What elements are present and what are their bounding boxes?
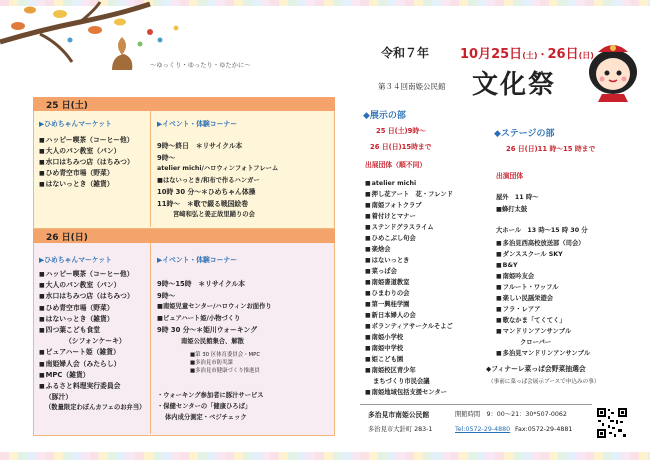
qr-code[interactable]	[596, 407, 628, 439]
footer-divider	[360, 404, 592, 405]
exhibit-date-1: 25 日(土)9時～	[376, 127, 426, 135]
list-item: ■ フルート・ワッフル	[496, 284, 590, 295]
footer-org: 多治見市南姫公民館	[368, 411, 430, 419]
footer-fax: Fax:0572-29-4881	[515, 426, 573, 433]
list-item: ■ ひめこぶし句会	[365, 235, 453, 246]
page-title: 文化祭	[472, 70, 557, 100]
day2-notes	[190, 351, 260, 375]
list-item: ■ ボランティアサークルそよご	[365, 323, 453, 334]
bottom-stripe	[0, 452, 650, 460]
list-item: ■ 水口はちみつ店（はちみつ）	[39, 158, 134, 169]
date-sep: ・	[537, 50, 548, 61]
list-item: ■ はないっとき	[365, 257, 453, 268]
sun-label: (日)	[578, 51, 594, 60]
event-dates	[460, 43, 594, 62]
list-item: 9時～終日 ＊リサイクル本	[157, 142, 243, 150]
list-item: ■ はないっとき（雑貨）	[39, 180, 134, 191]
list-item: ■ 姫こども園	[365, 356, 453, 367]
footer-hours: 開館時間 9：00～21：30*507-0062	[455, 411, 567, 418]
list-item: ■ はないっとき（雑貨）	[39, 315, 145, 326]
list-item: 9時～15時 ＊リサイクル本	[157, 280, 246, 288]
list-item: ■ ふるさと料理実行委員会	[39, 382, 145, 393]
list-item: 9時～	[157, 153, 176, 162]
list-item: ■ピュアハート姫/小物づくり	[157, 314, 241, 322]
list-item: ■ 南姫吟友会	[496, 273, 590, 284]
list-item: ■はないっとき/和布で作るハンガー	[157, 176, 260, 184]
list-item: ■ 大人のパン教室（パン）	[39, 147, 134, 158]
list-item: ■ 四つ葉こども食堂	[39, 326, 145, 337]
list-item: ・ウォーキング参加者に豚汁サービス	[157, 392, 264, 399]
stage-hall-time: 大ホール 13 時～15 時 30 分	[496, 227, 588, 234]
list-item: ■ 押し花アート 花・フレンド	[365, 191, 453, 202]
stage-groups-title: 出演団体	[496, 172, 524, 180]
list-item: ■ 南姫地域包括支援センター	[365, 389, 453, 400]
day2-heading: 26 日(日)	[46, 233, 88, 243]
exhibit-title: ◆展示の部	[363, 111, 406, 121]
list-item: ■ ハッピー喫茶（コーヒー他）	[39, 136, 134, 147]
list-item: ■ ハッピー喫茶（コーヒー他）	[39, 270, 145, 281]
day2-market-list	[39, 270, 145, 415]
list-item: 11時～ ＊歌で綴る戦国絵巻	[157, 199, 249, 208]
date-26: 26日	[547, 47, 579, 62]
list-item: ■ 水口はちみつ店（はちみつ）	[39, 292, 145, 303]
list-item: 宮﨑和弘と姜正故里踊りの会	[173, 211, 255, 218]
list-item: ■ 多治見西高校放送部（司会）	[496, 240, 590, 251]
list-item: ■ MPC（雑貨）	[39, 371, 145, 382]
list-item: ■ 南姫校区青少年	[365, 367, 453, 378]
list-item: ■ 南姫婦人会（みたらし）	[39, 360, 145, 371]
list-item: クローバー	[520, 339, 552, 346]
list-item: ■多治見市健康づくり推進員	[190, 368, 260, 374]
list-item: ・保健センターの「健康ひろば」	[157, 403, 252, 410]
list-item: （豚汁）	[45, 393, 73, 402]
day1-events-list	[157, 142, 278, 223]
day2-bottom-notes	[157, 392, 264, 425]
list-item: ■第 30 区体育委員会・MPC	[190, 352, 261, 358]
list-item: ■ 菜っぱ会	[365, 268, 453, 279]
list-item: ■ 歌なかま「てくてく」	[496, 317, 590, 328]
raffle-note: （事前に菜っぱ会展示ブースで申込みの事）	[488, 379, 600, 385]
list-item: 10時 30 分～＊ひめちゃん体操	[157, 188, 256, 196]
list-item: ■多治見市防災課	[190, 360, 233, 366]
list-item: ■ 新日本婦人の会	[365, 312, 453, 323]
sat-label: (土)	[522, 51, 538, 60]
tagline: ～ゆっくり・ゆったり・ゆたかに～	[150, 62, 251, 69]
stage-hall-list	[496, 240, 590, 361]
era-label: 令和７年	[381, 46, 430, 60]
stage-title: ◆ステージの部	[494, 129, 555, 139]
list-item: ■ 第一興桂学園	[365, 301, 453, 312]
exhibit-groups-title: 出展団体（順不同）	[365, 161, 427, 169]
day2-market-title: ▶ひめちゃんマーケット	[39, 256, 112, 264]
list-item: 9時 30 分～＊姫川ウォーキング	[157, 326, 258, 334]
list-item: 9時～	[157, 291, 176, 300]
list-item: ■ マンドリンアンサンブル	[496, 328, 590, 339]
list-item: ■ B&Y	[496, 262, 590, 273]
stage-date: 26 日(日)11 時～15 時まで	[506, 145, 596, 153]
list-item: （シフォンケーキ）	[65, 337, 126, 346]
list-item: ■ 多治見マンドリンアンサンブル	[496, 350, 590, 361]
list-item: まちづくり市民会議	[373, 378, 430, 385]
list-item: 体内成分測定・ベジチェック	[165, 414, 247, 421]
stage-outdoor-time: 屋外 11 時～	[496, 194, 539, 201]
day1-market-list	[39, 136, 134, 191]
list-item: ■ 南姫中学校	[365, 345, 453, 356]
day1-market-title: ▶ひめちゃんマーケット	[39, 120, 112, 128]
exhibit-date-2: 26 日(日)15時まで	[370, 143, 432, 151]
list-item: ■ 楽焓会	[365, 246, 453, 257]
day1-heading: 25 日(土)	[46, 101, 88, 111]
list-item: ■ 大人のパン教室（パン）	[39, 281, 145, 292]
list-item: （数量限定わぼんカフェのお弁当）	[45, 404, 146, 412]
list-item: ■ ダンススクール SKY	[496, 251, 590, 262]
date-oct25: 10月25日	[460, 47, 523, 62]
list-item: ■ 南姫書道教室	[365, 279, 453, 290]
edition-label: 第３４回南姫公民館	[378, 82, 446, 91]
day2-divider	[150, 243, 151, 434]
day1-divider	[150, 111, 151, 227]
list-item: ■ ひめ青空市場（野菜）	[39, 169, 134, 180]
day2-events-title: ▶イベント・体験コーナー	[157, 256, 237, 264]
list-item: ■ ひめ青空市場（野菜）	[39, 304, 145, 315]
list-item: ■ 楽しい民謡栄遊会	[496, 295, 590, 306]
day2-events-list	[157, 280, 272, 349]
footer-address: 多治見市大針町 283-1	[368, 426, 433, 433]
list-item: ■ ステンドグラスライム	[365, 224, 453, 235]
list-item: ■ 南姫小学校	[365, 334, 453, 345]
list-item: atelier michi/ハロウィンフォトフレーム	[157, 165, 279, 172]
list-item: ■ フラ・レアア	[496, 306, 590, 317]
stage-outdoor-group: ■蜂打太鼓	[496, 206, 528, 213]
raffle-title: ◆フィナーレ菜っぱ会野菜抽選会	[486, 365, 586, 373]
list-item: ■ atelier michi	[365, 180, 453, 191]
list-item: ■ ひまわりの会	[365, 290, 453, 301]
day1-events-title: ▶イベント・体験コーナー	[157, 120, 237, 128]
list-item: ■ 南姫フォトクラブ	[365, 202, 453, 213]
exhibit-groups-list	[365, 180, 453, 400]
list-item: ■ 着付けとマナー	[365, 213, 453, 224]
hime-chan-mascot	[584, 38, 642, 102]
list-item: ■ ピュアハート姫（雑貨）	[39, 348, 145, 359]
list-item: 南姫公民館集合、解散	[181, 337, 244, 345]
footer-tel[interactable]: Tel:0572-29-4880	[455, 426, 511, 433]
list-item: ■南姫児童センター/ハロウィンお面作り	[157, 303, 272, 310]
